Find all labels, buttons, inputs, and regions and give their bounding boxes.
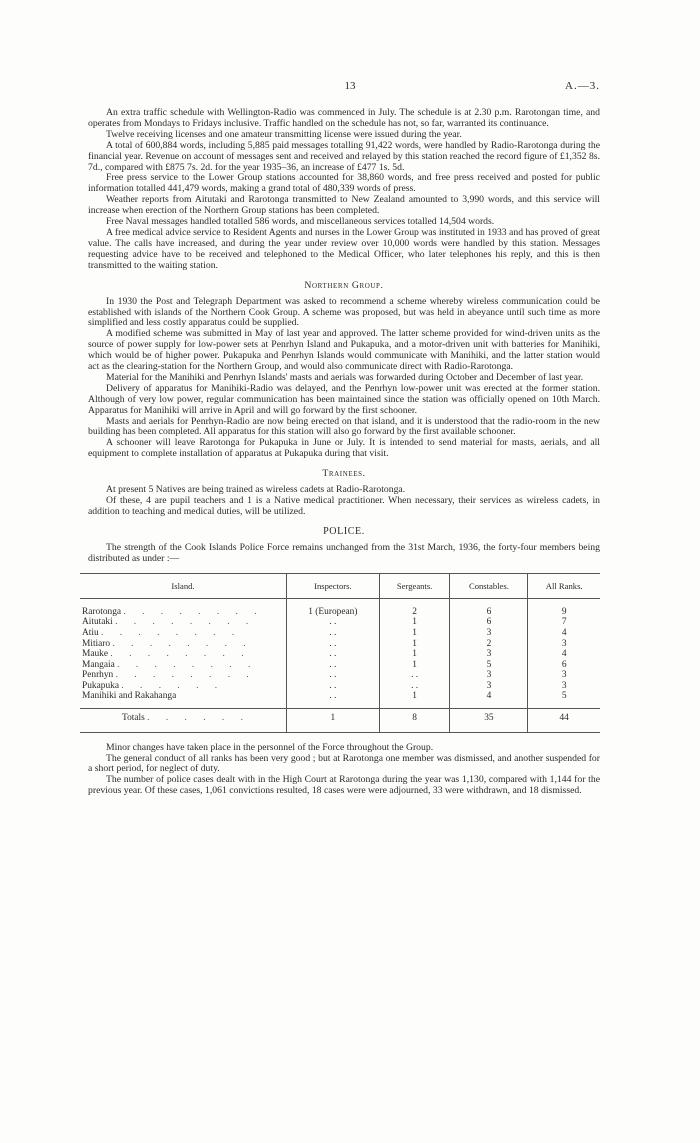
page-number: 13 [344,80,356,92]
sergeants-cell: 2 [379,598,450,617]
table-row [80,691,600,708]
table-row [80,628,600,639]
paragraph: An extra traffic schedule with Wellington-Radio was commenced in July. The schedule is at 2.30 p.m. Rarotongan time, and operates from Mondays to Fridays inclusive. Traffic handled on the schedule has not, so far, warranted its continuance. [88,107,600,129]
constables-cell: 3 [450,649,528,660]
island-name: Aitutaki [82,617,113,628]
leader-dots: . . . . . . . . [123,606,264,617]
paragraph: Free Naval messages handled totalled 586 words, and miscellaneous services totalled 14,504 words. [106,216,495,228]
sergeants-cell: 1 [379,660,450,671]
column-header-all-ranks: All Ranks. [528,573,600,598]
inspectors-cell: . . [287,617,380,628]
paragraph: At present 5 Natives are being trained as wireless cadets at Radio-Rarotonga. [106,484,406,496]
northern-group-section [88,280,600,461]
totals-row [80,709,600,733]
inspectors-cell: . . [287,681,380,692]
paragraph: Masts and aerials for Penrhyn-Radio are now being erected on that island, and it is understood that the radio-room in the new building has been completed. All apparatus for this station will also go forward by the first available schooner. [88,415,600,438]
paragraph: The strength of the Cook Islands Police Force remains unchanged from the 31st March, 1936, the forty-four members being distributed as under :— [88,541,600,564]
paragraph: A free medical advice service to Resident Agents and nurses in the Lower Group was instituted in 1933 and has proved of great value. The calls have increased, and during the year under review over 10,000 words were handled by this station. Messages requesting advice have to be received and telephoned to the Medical Officer, who later telephones his reply, and this is then transmitted to the waiting station. [88,226,600,271]
paragraph: In 1930 the Post and Telegraph Department was asked to recommend a scheme whereby wireless communication could be established with islands of the Northern Cook Group. A scheme was proposed, but was held in abeyance until such time as more simplified and less costly apparatus could be supplied. [88,295,600,329]
sergeants-cell: 1 [379,639,450,650]
constables-cell: 3 [450,628,528,639]
all-ranks-cell: 5 [528,691,600,708]
island-name: Mangaia [82,659,115,670]
section-heading-northern-group: Northern Group. [304,279,384,291]
paragraph: A schooner will leave Rarotonga for Pukapuka in June or July. It is intended to send material for masts, aerials, and all equipment to complete installation of apparatus at Pukapuka during that visit. [88,437,600,460]
table-row [80,660,600,671]
leader-dots: . . . . . . [147,713,250,724]
all-ranks-cell: 9 [528,598,600,617]
constables-cell: 6 [450,617,528,628]
table-row [80,639,600,650]
leader-dots: . . . . . . [121,680,225,691]
inspectors-cell: . . [287,649,380,660]
all-ranks-cell: 6 [528,660,600,671]
all-ranks-cell: 4 [528,649,600,660]
inspectors-cell: . . [287,660,380,671]
island-name: Rarotonga [82,606,122,617]
trainees-section [88,468,600,518]
leader-dots: . . . . . . . . [112,638,253,649]
island-name: Atiu [82,627,99,638]
leader-dots: . . . . . . . . [115,670,256,681]
table-row [80,670,600,681]
column-header-sergeants: Sergeants. [379,573,450,598]
paragraph: Delivery of apparatus for Manihiki-Radio was delayed, and the Penrhyn low-power unit was erected at the former station. Although of very low power, regular communication has been maintained since the station was officially opened on 10th March. Apparatus for Manihiki will arrive in April and will go forward by the first schooner. [88,382,600,416]
constables-total: 35 [450,709,528,733]
column-header-inspectors: Inspectors. [287,573,380,598]
island-name: Mitiaro [82,638,111,649]
constables-cell: 5 [450,660,528,671]
constables-cell: 3 [450,670,528,681]
sergeants-cell: 1 [379,617,450,628]
table-row [80,649,600,660]
leader-dots: . . . . . . . . [117,659,258,670]
all-ranks-total: 44 [528,709,600,733]
sergeants-total: 8 [379,709,450,733]
document-reference: A.—3. [565,80,600,92]
totals-label: Totals [122,713,145,724]
leader-dots: . . . . . . . . [115,617,256,628]
table-row [80,681,600,692]
police-section [82,525,600,797]
inspectors-cell: . . [287,639,380,650]
paragraph: Material for the Manihiki and Penrhyn Islands' masts and aerials was forwarded during October and December of last year. [106,371,584,383]
inspectors-cell: . . [287,670,380,681]
constables-cell: 6 [450,598,528,617]
inspectors-cell: 1 (European) [287,598,380,617]
sergeants-cell: 1 [379,691,450,708]
sergeants-cell: 1 [379,649,450,660]
table-row [80,598,600,617]
paragraph: A total of 600,884 words, including 5,885 paid messages totalling 91,422 words, were handled by Radio-Rarotonga during the financial year. Revenue on account of messages sent and received and relayed by this station reached the record figure of £1,352 8s. 7d., compared with £875 7s. 2d. for the year 1935–36, an increase of £477 1s. 5d. [88,139,600,173]
constables-cell: 2 [450,639,528,650]
paragraph: A modified scheme was submitted in May of last year and approved. The latter scheme provided for wind-driven units as the source of power supply for low-power sets at Penrhyn Island and Pukapuka, and a motor-driven unit with batteries for Manihiki, which would be of higher power. Pukapuka and Penrhyn Islands would communicate with Manihiki, and the latter station would act as the clearing-station for the Northern Group, and would also communicate direct with Radio-Rarotonga. [88,328,600,373]
section-heading-trainees: Trainees. [322,468,366,480]
paragraph: Twelve receiving licenses and one amateur transmitting license were issued during the year. [106,128,462,140]
island-name: Manihiki and Rakahanga [82,691,177,702]
all-ranks-cell: 3 [528,670,600,681]
sergeants-cell: 1 [379,628,450,639]
inspectors-cell: . . [287,691,380,708]
page-body [82,107,600,797]
paragraph: The general conduct of all ranks has been very good ; but at Rarotonga one member was dismissed, and another suspended for a short period, for neglect of duty. [88,752,600,775]
sergeants-cell: . . [379,681,450,692]
table-row [80,617,600,628]
column-header-constables: Constables. [450,573,528,598]
island-name: Mauke [82,649,109,660]
table-header-row [80,573,600,598]
all-ranks-cell: 3 [528,639,600,650]
island-name: Penrhyn [82,670,114,681]
inspectors-total: 1 [287,709,380,733]
constables-cell: 4 [450,691,528,708]
inspectors-cell: . . [287,628,380,639]
leader-dots: . . . . . . . . [101,627,242,638]
police-notes [88,743,600,798]
column-header-island: Island. [80,573,287,598]
all-ranks-cell: 7 [528,617,600,628]
all-ranks-cell: 3 [528,681,600,692]
leader-dots: . . . . . . . . [110,649,251,660]
police-strength-table [80,573,600,733]
paragraph: Free press service to the Lower Group stations accounted for 38,860 words, and free press received and posted for public information totalled 441,479 words, making a grand total of 480,339 words of press. [88,172,600,195]
paragraph: Weather reports from Aitutaki and Rarotonga transmitted to New Zealand amounted to 3,990 words, and this service will increase when erection of the Northern Group stations has been completed. [88,194,600,217]
all-ranks-cell: 4 [528,628,600,639]
radio-section [88,108,600,272]
section-heading-police: POLICE. [323,525,365,537]
sergeants-cell: . . [379,670,450,681]
constables-cell: 3 [450,681,528,692]
paragraph: Of these, 4 are pupil teachers and 1 is a Native medical practitioner. When necessary, their services as wireless cadets, in addition to teaching and medical duties, will be utilized. [88,495,600,517]
paragraph: The number of police cases dealt with in the High Court at Rarotonga during the year was 1,130, compared with 1,144 for the previous year. Of these cases, 1,061 convictions resulted, 18 cases were were adjourned, 33 were withdrawn, and 18 dismissed. [88,774,600,797]
island-name: Pukapuka [82,680,119,691]
paragraph: Minor changes have taken place in the personnel of the Force throughout the Group. [106,741,434,753]
